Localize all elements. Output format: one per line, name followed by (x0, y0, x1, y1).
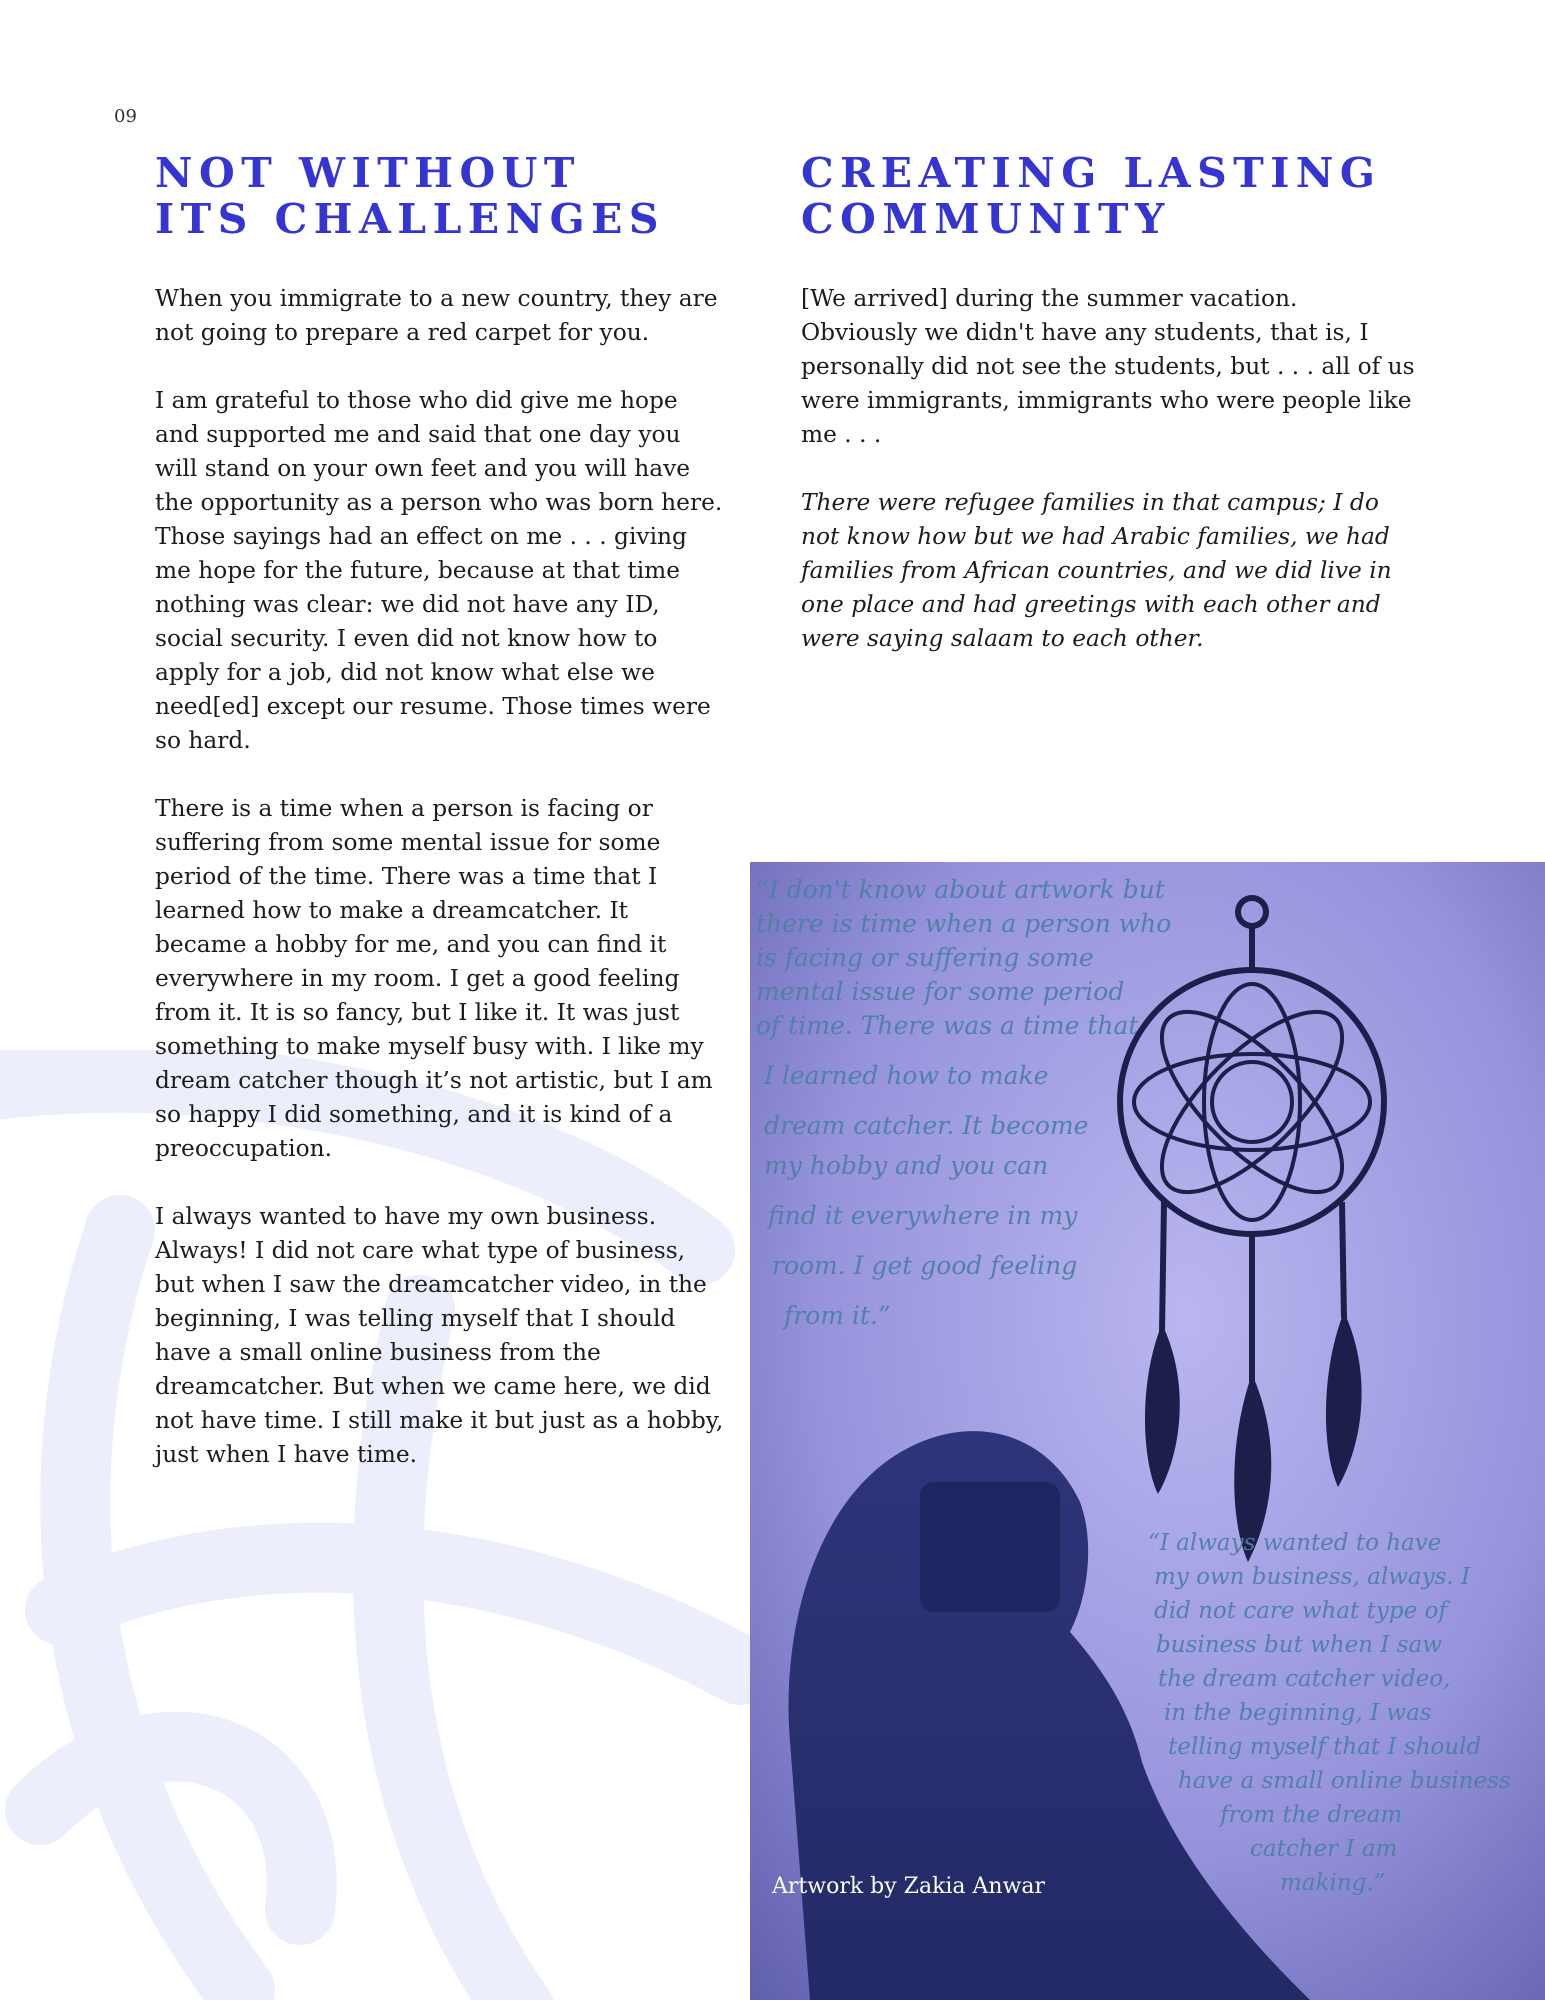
paragraph: [We arrived] during the summer vacation. Obviously we didn't have any students, that is, I personally did not see the students, but . . . all of us were immigrants, immigrants who were people like me . . . (801, 285, 1415, 448)
handwritten-line: room. I get good feeling (772, 1251, 1078, 1280)
section-title-challenges (155, 150, 725, 242)
handwritten-line: is facing or suffering some (756, 943, 1094, 972)
handwritten-line: there is time when a person who (756, 909, 1172, 938)
section-title-community (801, 150, 1421, 242)
handwritten-line: I learned how to make (764, 1061, 1049, 1090)
handwritten-line: have a small online business (1178, 1768, 1511, 1794)
handwritten-line: did not care what type of (1154, 1598, 1447, 1624)
paragraph: I always wanted to have my own business. Always! I did not care what type of business, but when I saw the dreamcatcher video, in the beginning, I was telling myself that I should have a small online business from the dreamcatcher. But when we came here, we did not have time. I still make it but just as a hobby, just when I have time. (155, 1203, 724, 1468)
paragraph: When you immigrate to a new country, they are not going to prepare a red carpet for you. (155, 285, 718, 346)
paragraph: I am grateful to those who did give me hope and supported me and said that one day you will stand on your own feet and you will have the opportunity as a person who was born here. Those sayings had an effect on me . . . giving me hope for the future, because at that time nothing was clear: we did not have any ID, social security. I even did not know how to apply for a job, did not know what else we need[ed] except our resume. Those times were so hard. (155, 387, 723, 754)
handwritten-line: in the beginning, I was (1164, 1700, 1432, 1726)
right-body (801, 282, 1421, 656)
title-line: COMMUNITY (801, 195, 1171, 243)
handwritten-line: of time. There was a time that (756, 1011, 1139, 1040)
handwritten-line: the dream catcher video, (1158, 1666, 1451, 1692)
handwritten-line: catcher I am (1250, 1836, 1398, 1862)
handwritten-line: “I don't know about artwork but (756, 875, 1165, 904)
title-line: NOT WITHOUT (155, 149, 581, 197)
title-line: CREATING LASTING (801, 149, 1382, 197)
right-column (801, 150, 1421, 690)
handwritten-line: business but when I saw (1156, 1632, 1442, 1658)
handwritten-line: dream catcher. It become (764, 1111, 1089, 1140)
page-number: 09 (114, 106, 137, 127)
handwritten-line: telling myself that I should (1168, 1734, 1482, 1760)
title-line: ITS CHALLENGES (155, 195, 666, 243)
artwork-photo (750, 862, 1545, 2000)
paragraph: There is a time when a person is facing or suffering from some mental issue for some period of the time. There was a time that I learned how to make a dreamcatcher. It became a hobby for me, and you can find it everywhere in my room. I get a good feeling from it. It is so fancy, but I like it. It was just something to make myself busy with. I like my dream catcher though it’s not artistic, but I am so happy I did something, and it is kind of a preoccupation. (155, 795, 713, 1162)
italic-quote-paragraph: There were refugee families in that campus; I do not know how but we had Arabic families, we had families from African countries, and we did live in one place and had greetings with each other and were saying salaam to each other. (801, 489, 1392, 652)
handwritten-line: my own business, always. I (1154, 1564, 1471, 1590)
handwritten-line: mental issue for some period (756, 977, 1125, 1006)
handwritten-line: find it everywhere in my (768, 1201, 1078, 1230)
handwritten-line: from the dream (1220, 1802, 1403, 1828)
left-body (155, 282, 725, 1472)
handwritten-line: “I always wanted to have (1148, 1530, 1442, 1556)
artwork-caption: Artwork by Zakia Anwar (772, 1874, 1046, 1899)
handwritten-line: making.” (1280, 1870, 1386, 1896)
left-column (155, 150, 725, 1506)
handwritten-line: from it.” (784, 1301, 891, 1330)
handwritten-line: my hobby and you can (764, 1151, 1049, 1180)
